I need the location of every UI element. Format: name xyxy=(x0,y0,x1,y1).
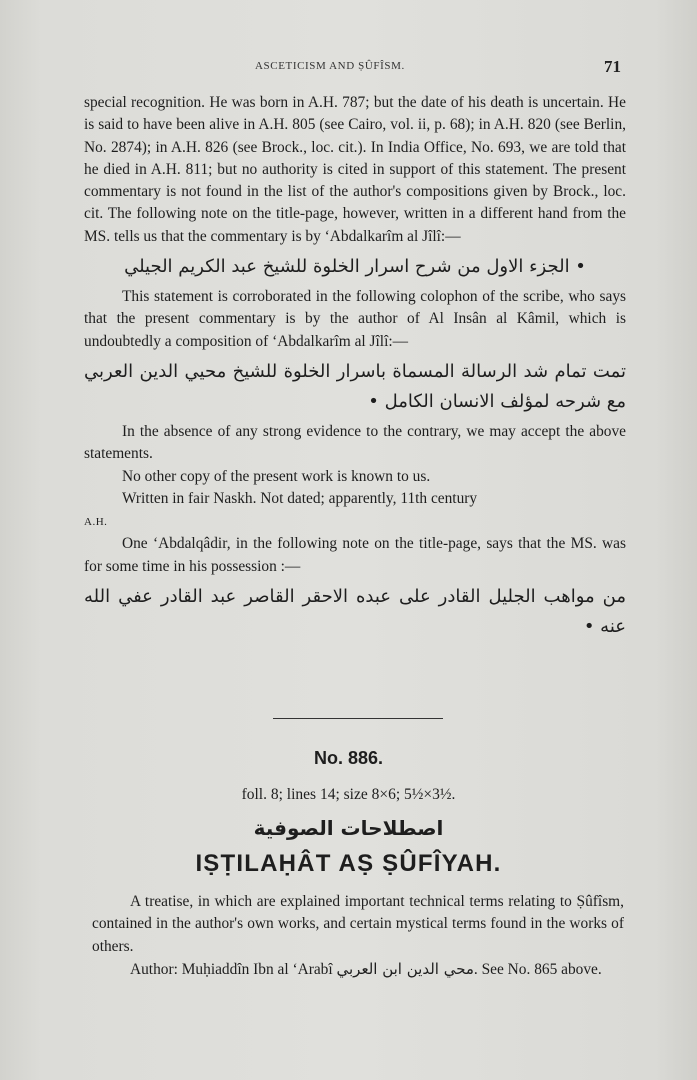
paragraph-absence: In the absence of any strong evidence to the contrary, we may accept the above statements. xyxy=(84,422,626,463)
running-title: ASCETICISM AND ṢÛFÎSM. xyxy=(255,60,405,72)
page-header xyxy=(0,57,697,79)
author-see-also: . See No. 865 above. xyxy=(473,960,602,978)
paragraph-continuation: special recognition. He was born in A.H. 787; but the date of his death is uncertain. He is said to have been alive in A.H. 805 (see Cairo, vol. ii, p. 68); in A.H. 820 (see Berlin, No. 2874); in A.H. 826 (see Brock., loc. cit.). In India Office, No. 693, we are told that he died in A.H. 811; but no authority is cited in support of this statement. The present commentary is not found in the list of the author's compositions given by Brock., loc. cit. The following note on the title-page, however, written in a different hand from the MS. tells us that the commentary is by ‘Abdalkarîm al Jîlî:— xyxy=(84,94,626,245)
treatise-description: A treatise, in which are explained important technical terms relating to Ṣûfîsm, contained in the author's own works, and certain mystical terms found in the works of others. xyxy=(92,893,624,955)
arabic-colophon: تمت تمام شد الرسالة المسماة باسرار الخلوة للشيخ محيي الدين العربي مع شرحه لمؤلف الانسان الكامل • xyxy=(84,360,626,412)
era-label: A.H. xyxy=(84,516,108,529)
page-number: 71 xyxy=(604,57,621,76)
paragraph-colophon-intro: This statement is corroborated in the following colophon of the scribe, who says that the present commentary is by the author of Al Insân al Kâmil, which is undoubtedly a composition of ‘Abdalkarîm al Jîlî:— xyxy=(84,288,626,350)
entry-arabic-title: اصطلاحات الصوفية xyxy=(253,816,444,840)
written-text: Written in fair Naskh. Not dated; apparently, 11th century xyxy=(122,489,478,507)
author-name: Muḥiaddîn Ibn al ‘Arabî xyxy=(181,960,333,978)
entry-number: No. 886. xyxy=(313,748,384,768)
author-arabic-name: محي الدين ابن العربي xyxy=(336,959,474,978)
main-text xyxy=(84,92,626,646)
paragraph-written xyxy=(84,488,626,534)
arabic-possession-note: من مواهب الجليل القادر على عبده الاحقر القاصر عبد القادر عفي الله عنه • xyxy=(84,586,626,638)
author-line xyxy=(92,958,624,981)
entry-latin-title: IṢṬILAḤÂT AṢ ṢÛFÎYAH. xyxy=(195,850,502,877)
entry-description xyxy=(92,891,624,981)
section-divider xyxy=(273,718,443,719)
arabic-title-page-note: • الجزء الاول من شرح اسرار الخلوة للشيخ عبد الكريم الجيلي xyxy=(124,256,586,278)
paragraph-owner-note: One ‘Abdalqâdir, in the following note on the title-page, says that the MS. was for some time in his possession :— xyxy=(84,535,626,575)
author-label: Author: xyxy=(130,960,178,978)
folio-details: foll. 8; lines 14; size 8×6; 5½×3½. xyxy=(241,786,456,803)
paragraph-no-other-copy: No other copy of the present work is known to us. xyxy=(122,467,431,485)
